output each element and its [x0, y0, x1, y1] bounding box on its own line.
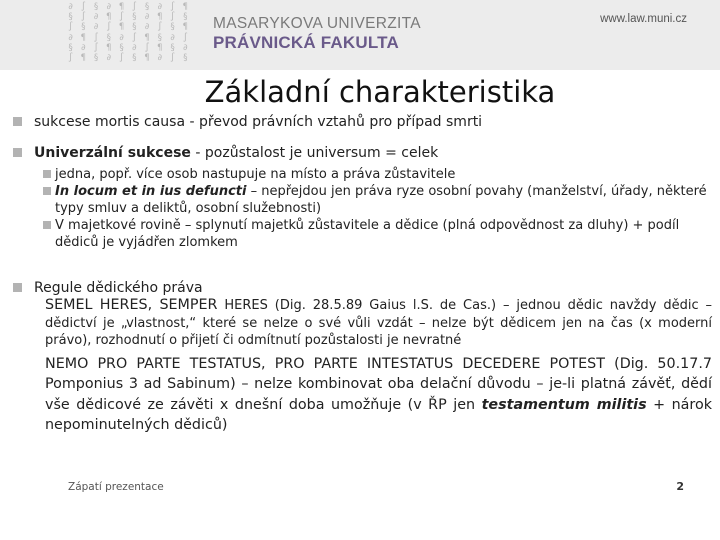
square-bullet-icon [13, 148, 22, 157]
rule-paragraph-nemo-pro-parte [12, 354, 712, 436]
bullet-text-bold: Univerzální sukcese [34, 145, 191, 161]
slide-title: Základní charakteristika [204, 75, 556, 109]
square-bullet-icon [43, 170, 51, 178]
rule-paragraph-semel-heres [12, 297, 712, 350]
footer-text: Zápatí prezentace [68, 481, 164, 493]
sub-bullet-text: jedna, popř. více osob nastupuje na místo a práva zůstavitele [55, 167, 456, 182]
rule-heading: SEMEL HERES, SEMPER [45, 297, 218, 313]
rule-text: + nárok nepominutelných dědiců) [45, 396, 713, 433]
university-name: MASARYKOVA UNIVERZITA [213, 15, 421, 32]
sub-bullet-item [12, 183, 712, 217]
bullet-text: Regule dědického práva [34, 280, 203, 296]
rule-text: HERES (Dig. 28.5.89 Gaius l.S. de Cas.) – jednou dědic navždy dědic – dědictví je „vlastnost,“ které se nelze o své vůli vzdát – nelze být dědicem jen na čas (x moderní právo), rozhodnutí o přijetí či odmítnutí pozůstalosti je nevratné [45, 298, 712, 348]
square-bullet-icon [13, 117, 22, 126]
bullet-item-inheritance-rules [12, 279, 712, 297]
bullet-text: sukcese mortis causa - převod právních vztahů pro případ smrti [34, 114, 483, 130]
square-bullet-icon [13, 283, 22, 292]
website-url[interactable]: www.law.muni.cz [600, 13, 687, 25]
square-bullet-icon [43, 187, 51, 195]
rule-text: NEMO PRO PARTE TESTATUS, PRO PARTE INTESTATUS DECEDERE POTEST (Dig. 50.17.7 Pomponius 3 ad Sabinum) – nelze kombinovat oba delační důvodu – je-li platná závěť, dědí vše dědicové ze závěti x dnešní doba umožňuje (v ŘP jen [45, 355, 712, 413]
rule-text-emphasis: testamentum militis [481, 396, 647, 413]
university-logo-pattern: ∂ ∫ § ∂ ¶ ∫ § ∂ ∫ § ∫ ∂ ¶ ∫ § ∂ ¶ ∫ ∫ § ∂ ∫ ¶ § ∂ ∫ § ∂ ¶ ∫ § ∂ ∫ ¶ § ∂ § ∂ ∫ ¶ § ∂ ∫ ¶ § ∫ ¶ § ∂ ∫ § ¶ ∂ ∫ [68, 2, 177, 64]
sub-bullet-item [12, 166, 712, 183]
sub-bullet-text: V majetkové rovině – splynutí majetků zůstavitele a dědice (plná odpovědnost za dluhy) + podíl dědiců je vyjádřen zlomkem [55, 218, 680, 250]
square-bullet-icon [43, 221, 51, 229]
bullet-item-universal-succession [12, 144, 712, 162]
sub-bullet-item [12, 217, 712, 251]
page-number: 2 [676, 480, 684, 493]
faculty-name: PRÁVNICKÁ FAKULTA [213, 33, 399, 52]
sub-bullet-text: – nepřejdou jen práva ryze osobní povahy (manželství, úřady, některé typy smluv a deliktů, osobní služebnosti) [55, 184, 707, 216]
sub-bullet-text-emphasis: In locum et in ius defuncti [55, 184, 247, 199]
bullet-text: - pozůstalost je universum = celek [190, 145, 439, 161]
slide-content [12, 113, 712, 436]
bullet-item-mortis-causa [12, 113, 712, 131]
